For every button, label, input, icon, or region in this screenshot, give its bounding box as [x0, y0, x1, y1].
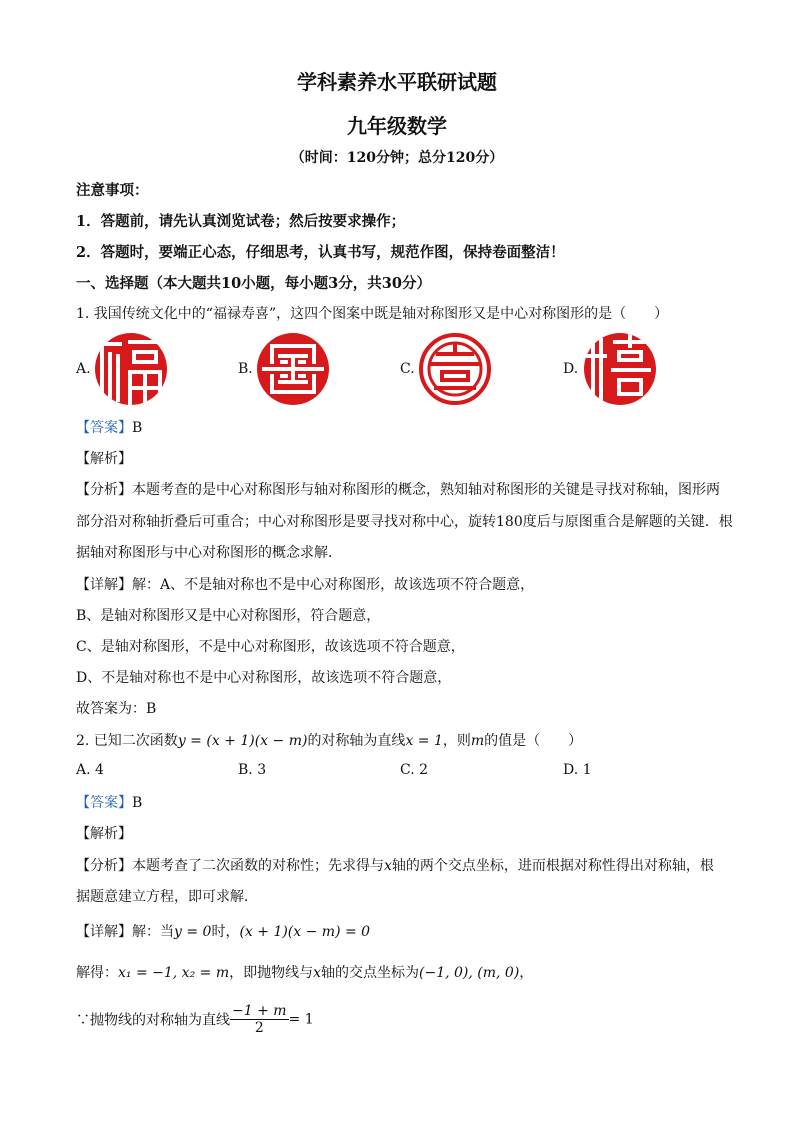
- q2-analysis-line-1-a: 【分析】本题考查了二次函数的对称性；先求得与: [76, 858, 384, 874]
- q2-fraction-denominator: 2: [254, 1020, 264, 1036]
- q2-axis-equation: x = 1: [405, 733, 443, 749]
- q2-detail-condition: y = 0: [174, 924, 212, 940]
- q2-detail-equation: (x + 1)(x − m) = 0: [239, 924, 371, 940]
- q2-stem-prefix: 2. 已知二次函数: [76, 733, 178, 749]
- q1-option-b-label: B.: [238, 361, 253, 377]
- exam-title: 学科素养水平联研试题: [297, 70, 497, 94]
- q2-analysis-line-1: [76, 855, 714, 875]
- q2-because-prefix: ∵抛物线的对称轴为直线: [76, 1012, 230, 1029]
- q1-stem: 1. 我国传统文化中的“福禄寿喜”，这四个图案中既是轴对称图形又是中心对称图形的是（ ）: [76, 306, 669, 322]
- q2-stem-mid2: ，则: [442, 733, 471, 749]
- fu-character-icon: [94, 332, 168, 406]
- q2-solution-mid2: 轴的交点坐标为: [321, 965, 419, 981]
- q2-analysis-line-2: 据题意建立方程，即可求解．: [76, 889, 258, 905]
- exam-subtitle: 九年级数学: [347, 114, 447, 138]
- q2-function-formula: y = (x + 1)(x − m): [177, 733, 308, 749]
- q2-fraction-rhs: = 1: [288, 1011, 314, 1028]
- notice-heading: 注意事项：: [76, 182, 149, 199]
- shou-character-icon: [418, 332, 492, 406]
- q1-option-a-label: A.: [76, 361, 91, 377]
- q2-because: [76, 1003, 314, 1036]
- q1-analysis-line-2: 部分沿对称轴折叠后可重合；中心对称图形是要寻找对称中心，旋转180度后与原图重合是解题的关键．根: [76, 514, 733, 530]
- q2-option-c: C. 2: [400, 762, 429, 778]
- q2-solution-prefix: 解得：: [76, 965, 118, 981]
- q2-detail-mid: 时，: [211, 924, 240, 940]
- q2-fraction: [230, 1003, 289, 1036]
- q2-option-d: D. 1: [563, 762, 592, 778]
- q1-analysis-tag: 【解析】: [76, 451, 132, 467]
- q2-answer-tag: 【答案】: [76, 795, 132, 811]
- section-heading: 一、选择题（本大题共10小题，每小题3分，共30分）: [76, 275, 431, 292]
- q2-stem-mid: 的对称轴为直线: [307, 733, 406, 749]
- lu-character-icon: [256, 332, 330, 406]
- q2-detail: [76, 921, 370, 941]
- q2-analysis-tag: 【解析】: [76, 826, 132, 842]
- q2-detail-prefix: 【详解】解：当: [76, 924, 174, 940]
- q2-solution: [76, 962, 533, 982]
- q2-option-a: A. 4: [76, 762, 104, 778]
- q2-analysis-line-1-b: 轴的两个交点坐标，进而根据对称性得出对称轴，根: [391, 858, 714, 874]
- q2-variable-m: m: [470, 733, 485, 749]
- q2-solution-suffix: ，: [519, 965, 534, 981]
- xi-character-icon: [583, 332, 657, 406]
- q1-answer-tag: 【答案】: [76, 420, 132, 436]
- q1-detail-1: 【详解】解：A、不是轴对称也不是中心对称图形，故该选项不符合题意，: [76, 577, 535, 593]
- time-info: （时间：120分钟；总分120分）: [290, 150, 504, 166]
- q1-analysis-line-1: 【分析】本题考查的是中心对称图形与轴对称图形的概念，熟知轴对称图形的关键是寻找对称轴，图形两: [76, 482, 720, 498]
- q1-option-d-label: D.: [563, 361, 579, 377]
- q1-option-c-label: C.: [400, 361, 415, 377]
- q2-stem: [76, 730, 582, 750]
- q2-answer: [76, 792, 142, 812]
- q2-answer-value: B: [132, 795, 143, 811]
- notice-item-1: 1．答题前，请先认真浏览试卷；然后按要求操作；: [76, 213, 406, 230]
- q1-answer-value: B: [132, 420, 143, 436]
- notice-item-2: 2．答题时，要端正心态，仔细思考，认真书写，规范作图，保持卷面整洁！: [76, 244, 565, 261]
- q2-option-b: B. 3: [238, 762, 267, 778]
- q1-detail-3: C、是轴对称图形，不是中心对称图形，故该选项不符合题意，: [76, 639, 465, 655]
- q2-analysis-var-x: x: [384, 858, 392, 874]
- q1-answer: [76, 417, 142, 437]
- q2-solution-var-x: x: [313, 965, 321, 981]
- q1-conclusion: 故答案为：B: [76, 701, 157, 717]
- q1-detail-2: B、是轴对称图形又是中心对称图形，符合题意，: [76, 608, 381, 624]
- q1-detail-4: D、不是轴对称也不是中心对称图形，故该选项不符合题意，: [76, 670, 452, 686]
- q2-solution-points: (−1, 0), (m, 0): [419, 965, 520, 981]
- q2-solution-mid: ，即抛物线与: [229, 965, 314, 981]
- q2-stem-suffix: 的值是（ ）: [484, 733, 583, 749]
- q2-solution-roots: x₁ = −1, x₂ = m: [118, 965, 230, 981]
- q2-fraction-numerator: −1 + m: [232, 1003, 287, 1019]
- q1-analysis-line-3: 据轴对称图形与中心对称图形的概念求解．: [76, 545, 342, 561]
